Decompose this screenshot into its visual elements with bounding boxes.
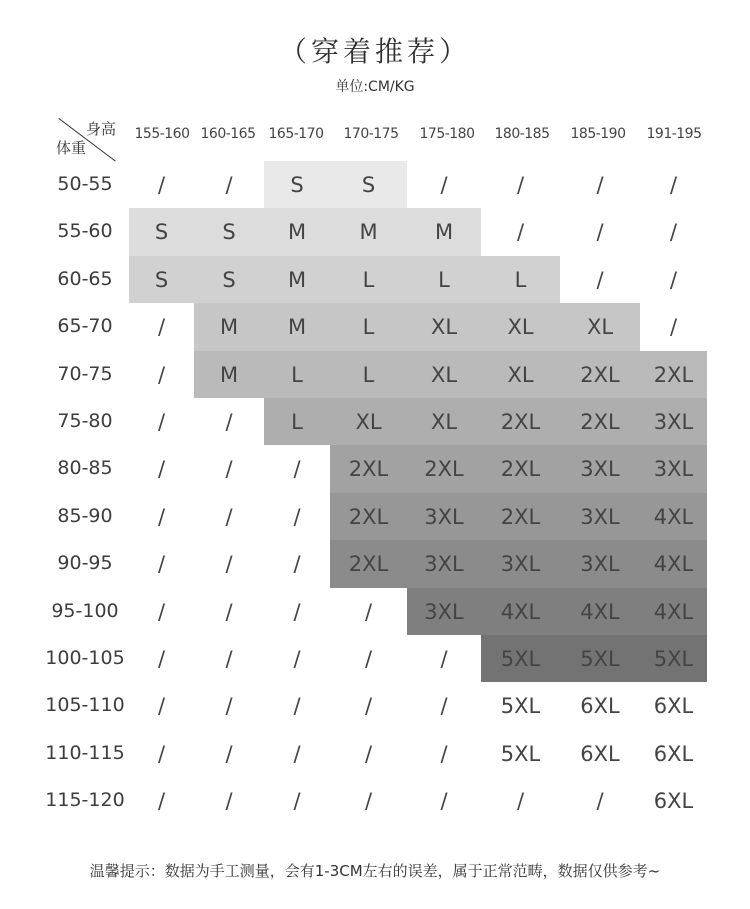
- size-cell: /: [194, 540, 264, 588]
- weight-range-label: 60-65: [57, 267, 113, 290]
- size-cell: 2XL: [481, 398, 560, 446]
- weight-range-label: 85-90: [57, 504, 113, 527]
- height-range-header: 185-190: [570, 126, 626, 142]
- size-cell: 4XL: [640, 493, 707, 541]
- size-cell: 2XL: [560, 351, 640, 399]
- height-range-header: 175-180: [419, 126, 475, 142]
- size-cell: /: [129, 540, 194, 588]
- size-cell: /: [640, 161, 707, 209]
- size-cell: 4XL: [560, 588, 640, 636]
- size-cell: /: [407, 777, 481, 825]
- size-cell: XL: [481, 303, 560, 351]
- size-cell: /: [194, 161, 264, 209]
- size-cell: 3XL: [640, 445, 707, 493]
- size-cell: /: [560, 161, 640, 209]
- size-cell: /: [640, 256, 707, 304]
- size-cell: /: [407, 730, 481, 778]
- size-cell: 6XL: [640, 777, 707, 825]
- size-cell: 5XL: [560, 635, 640, 683]
- size-cell: /: [560, 208, 640, 256]
- size-cell: M: [264, 256, 330, 304]
- size-cell: /: [129, 777, 194, 825]
- size-cell: L: [407, 256, 481, 304]
- size-cell: 5XL: [481, 682, 560, 730]
- height-range-header: 180-185: [494, 126, 550, 142]
- size-cell: 3XL: [640, 398, 707, 446]
- table-corner-header: [55, 112, 120, 162]
- size-cell: M: [194, 351, 264, 399]
- size-cell: /: [264, 777, 330, 825]
- height-range-header: 191-195: [646, 126, 702, 142]
- size-cell: 4XL: [640, 588, 707, 636]
- size-cell: /: [264, 540, 330, 588]
- size-cell: /: [264, 682, 330, 730]
- size-cell: M: [330, 208, 407, 256]
- size-cell: /: [640, 208, 707, 256]
- size-cell: 2XL: [640, 351, 707, 399]
- size-cell: 3XL: [407, 493, 481, 541]
- size-cell: 5XL: [481, 730, 560, 778]
- size-cell: /: [330, 730, 407, 778]
- size-cell: S: [330, 161, 407, 209]
- size-cell: /: [194, 445, 264, 493]
- size-cell: S: [264, 161, 330, 209]
- weight-range-label: 115-120: [45, 789, 125, 812]
- size-cell: 2XL: [407, 445, 481, 493]
- size-cell: 4XL: [481, 588, 560, 636]
- size-cell: 2XL: [330, 540, 407, 588]
- size-cell: 3XL: [560, 540, 640, 588]
- size-cell: XL: [407, 351, 481, 399]
- size-cell: /: [129, 635, 194, 683]
- size-cell: /: [264, 635, 330, 683]
- size-cell: 3XL: [407, 588, 481, 636]
- size-cell: 4XL: [640, 540, 707, 588]
- size-cell: L: [264, 351, 330, 399]
- size-cell: XL: [407, 303, 481, 351]
- size-cell: /: [264, 493, 330, 541]
- size-cell: 2XL: [560, 398, 640, 446]
- weight-range-label: 90-95: [57, 552, 113, 575]
- size-cell: 6XL: [560, 730, 640, 778]
- size-cell: /: [194, 777, 264, 825]
- size-cell: /: [194, 398, 264, 446]
- size-cell: /: [407, 682, 481, 730]
- size-cell: S: [194, 256, 264, 304]
- weight-range-label: 55-60: [57, 220, 113, 243]
- footer-note: 温馨提示：数据为手工测量，会有1-3CM左右的误差，属于正常范畴，数据仅供参考~: [89, 862, 661, 880]
- size-cell: /: [407, 161, 481, 209]
- page-title: （穿着推荐）: [278, 35, 471, 68]
- size-cell: /: [129, 588, 194, 636]
- size-cell: /: [129, 682, 194, 730]
- size-cell: M: [194, 303, 264, 351]
- size-cell: L: [264, 398, 330, 446]
- size-cell: 6XL: [640, 682, 707, 730]
- size-cell: 5XL: [640, 635, 707, 683]
- size-cell: /: [560, 256, 640, 304]
- size-cell: /: [264, 445, 330, 493]
- size-cell: /: [264, 588, 330, 636]
- size-cell: 3XL: [407, 540, 481, 588]
- size-cell: M: [407, 208, 481, 256]
- weight-range-label: 50-55: [57, 173, 113, 195]
- height-range-header: 155-160: [134, 126, 190, 142]
- height-range-header: 165-170: [268, 126, 324, 142]
- size-cell: L: [330, 303, 407, 351]
- size-cell: 6XL: [640, 730, 707, 778]
- size-cell: L: [481, 256, 560, 304]
- size-cell: /: [330, 635, 407, 683]
- weight-range-label: 75-80: [57, 410, 113, 432]
- size-cell: 6XL: [560, 682, 640, 730]
- size-cell: /: [264, 730, 330, 778]
- size-cell: 2XL: [481, 493, 560, 541]
- size-cell: /: [481, 208, 560, 256]
- size-cell: /: [560, 777, 640, 825]
- size-cell: S: [129, 208, 194, 256]
- size-cell: /: [129, 303, 194, 351]
- size-cell: /: [129, 730, 194, 778]
- size-cell: /: [194, 588, 264, 636]
- size-cell: S: [194, 208, 264, 256]
- size-cell: XL: [330, 398, 407, 446]
- corner-weight-label: 体重: [56, 139, 87, 157]
- size-cell: 5XL: [481, 635, 560, 683]
- weight-range-label: 70-75: [57, 362, 113, 385]
- size-cell: /: [481, 777, 560, 825]
- height-range-header: 160-165: [200, 126, 256, 142]
- weight-range-label: 105-110: [45, 694, 125, 717]
- size-cell: L: [330, 256, 407, 304]
- size-cell: /: [129, 445, 194, 493]
- weight-range-label: 80-85: [57, 457, 113, 480]
- size-cell: /: [129, 161, 194, 209]
- weight-range-label: 100-105: [45, 647, 125, 669]
- size-cell: XL: [481, 351, 560, 399]
- size-cell: /: [640, 303, 707, 351]
- weight-range-label: 95-100: [51, 599, 119, 622]
- size-cell: 2XL: [330, 445, 407, 493]
- size-cell: M: [264, 208, 330, 256]
- size-cell: /: [129, 493, 194, 541]
- size-cell: /: [129, 351, 194, 399]
- size-cell: XL: [560, 303, 640, 351]
- size-cell: L: [330, 351, 407, 399]
- size-cell: S: [129, 256, 194, 304]
- size-cell: 3XL: [481, 540, 560, 588]
- size-cell: /: [194, 730, 264, 778]
- size-cell: 2XL: [481, 445, 560, 493]
- size-cell: /: [129, 398, 194, 446]
- size-cell: /: [481, 161, 560, 209]
- size-cell: /: [330, 682, 407, 730]
- size-cell: XL: [407, 398, 481, 446]
- size-cell: /: [194, 635, 264, 683]
- size-cell: /: [330, 588, 407, 636]
- corner-height-label: 身高: [85, 120, 116, 138]
- size-cell: /: [407, 635, 481, 683]
- height-range-header: 170-175: [343, 126, 399, 142]
- size-cell: 3XL: [560, 493, 640, 541]
- size-cell: /: [194, 682, 264, 730]
- weight-range-label: 110-115: [45, 741, 125, 764]
- size-cell: M: [264, 303, 330, 351]
- weight-range-label: 65-70: [57, 315, 113, 338]
- size-cell: 2XL: [330, 493, 407, 541]
- unit-label: 单位:CM/KG: [335, 79, 415, 95]
- size-cell: /: [194, 493, 264, 541]
- size-cell: 3XL: [560, 445, 640, 493]
- size-cell: /: [330, 777, 407, 825]
